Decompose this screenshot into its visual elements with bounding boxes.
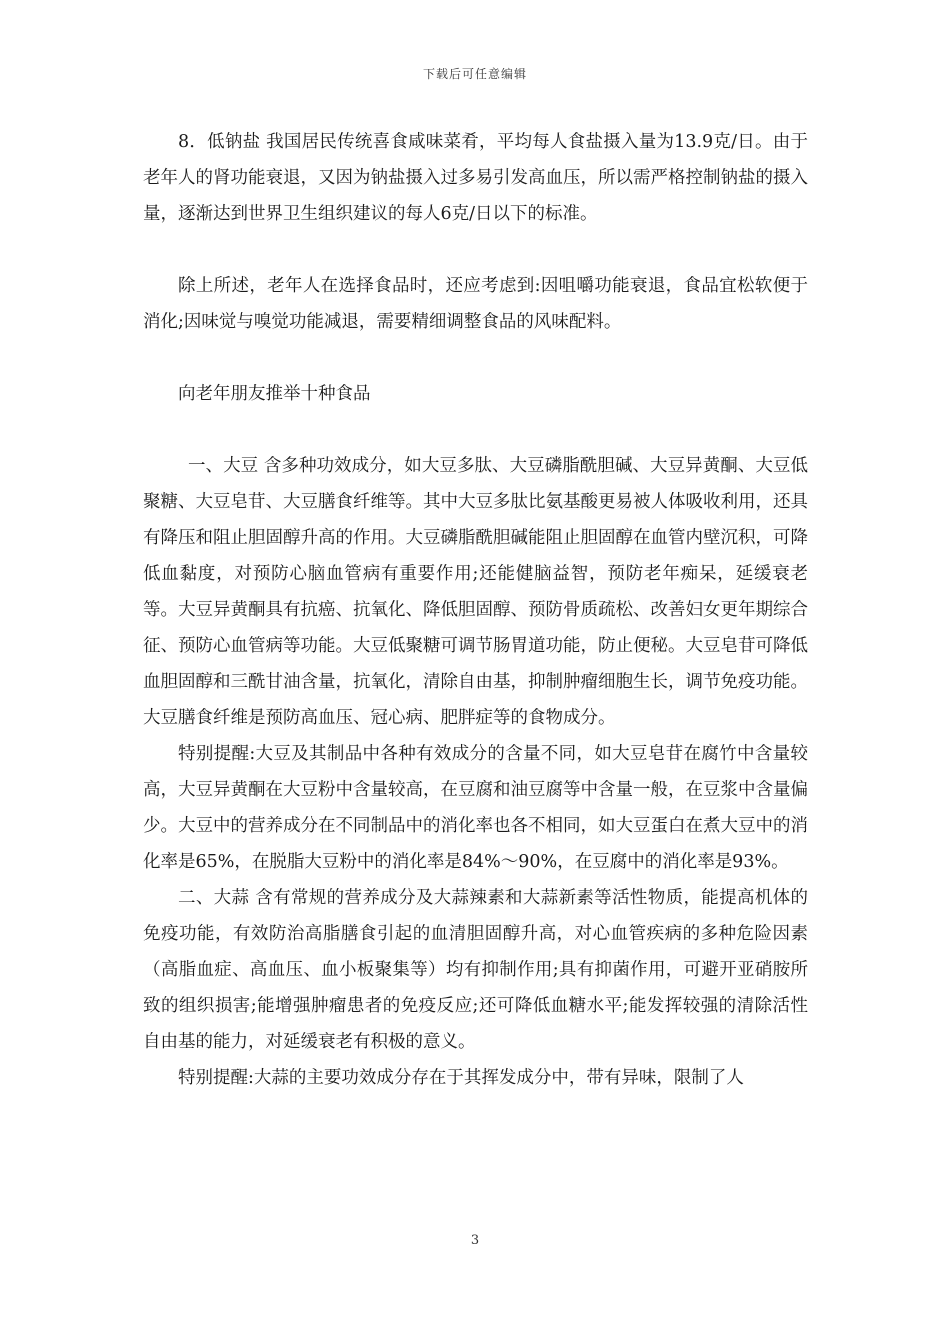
paragraph-spacer bbox=[143, 412, 808, 448]
paragraph-spacer bbox=[143, 340, 808, 376]
paragraph-soybean-reminder: 特别提醒:大豆及其制品中各种有效成分的含量不同，如大豆皂苷在腐竹中含量较高，大豆异黄酮在大豆粉中含量较高，在豆腐和油豆腐等中含量一般，在豆浆中含量偏少。大豆中的营养成分在不同制品中的消化率也各不相同，如大豆蛋白在煮大豆中的消化率是65%，在脱脂大豆粉中的消化率是84%～90%，在豆腐中的消化率是93%。 bbox=[143, 744, 808, 872]
paragraph-summary: 除上所述，老年人在选择食品时，还应考虑到:因咀嚼功能衰退，食品宜松软便于消化;因味觉与嗅觉功能减退，需要精细调整食品的风味配料。 bbox=[143, 276, 808, 332]
paragraph-garlic-reminder: 特别提醒:大蒜的主要功效成分存在于其挥发成分中，带有异味，限制了人 bbox=[178, 1068, 744, 1088]
paragraph-low-sodium: 8．低钠盐 我国居民传统喜食咸味菜肴，平均每人食盐摄入量为13.9克/日。由于老年人的肾功能衰退，又因为钠盐摄入过多易引发高血压，所以需严格控制钠盐的摄入量，逐渐达到世界卫生组织建议的每人6克/日以下的标准。 bbox=[143, 132, 808, 224]
page-number: 3 bbox=[470, 1233, 480, 1248]
paragraph-soybean: 一、大豆 含多种功效成分，如大豆多肽、大豆磷脂酰胆碱、大豆异黄酮、大豆低聚糖、大豆皂苷、大豆膳食纤维等。其中大豆多肽比氨基酸更易被人体吸收利用，还具有降压和阻止胆固醇升高的作用。大豆磷脂酰胆碱能阻止胆固醇在血管内壁沉积，可降低血黏度，对预防心脑血管病有重要作用;还能健脑益智，预防老年痴呆，延缓衰老等。大豆异黄酮具有抗癌、抗氧化、降低胆固醇、预防骨质疏松、改善妇女更年期综合征、预防心血管病等功能。大豆低聚糖可调节肠胃道功能，防止便秘。大豆皂苷可降低血胆固醇和三酰甘油含量，抗氧化，清除自由基，抑制肿瘤细胞生长，调节免疫功能。大豆膳食纤维是预防高血压、冠心病、肥胖症等的食物成分。 bbox=[143, 456, 808, 728]
paragraph-garlic: 二、大蒜 含有常规的营养成分及大蒜辣素和大蒜新素等活性物质，能提高机体的免疫功能，有效防治高脂膳食引起的血清胆固醇升高，对心血管疾病的多种危险因素（高脂血症、高血压、血小板聚集等）均有抑制作用;具有抑菌作用，可避开亚硝胺所致的组织损害;能增强肿瘤患者的免疫反应;还可降低血糖水平;能发挥较强的清除活性自由基的能力，对延缓衰老有积极的意义。 bbox=[143, 888, 808, 1052]
document-body bbox=[143, 124, 808, 1096]
section-heading: 向老年朋友推举十种食品 bbox=[178, 384, 371, 404]
paragraph-spacer bbox=[143, 232, 808, 268]
page-header: 下载后可任意编辑 bbox=[422, 67, 527, 81]
